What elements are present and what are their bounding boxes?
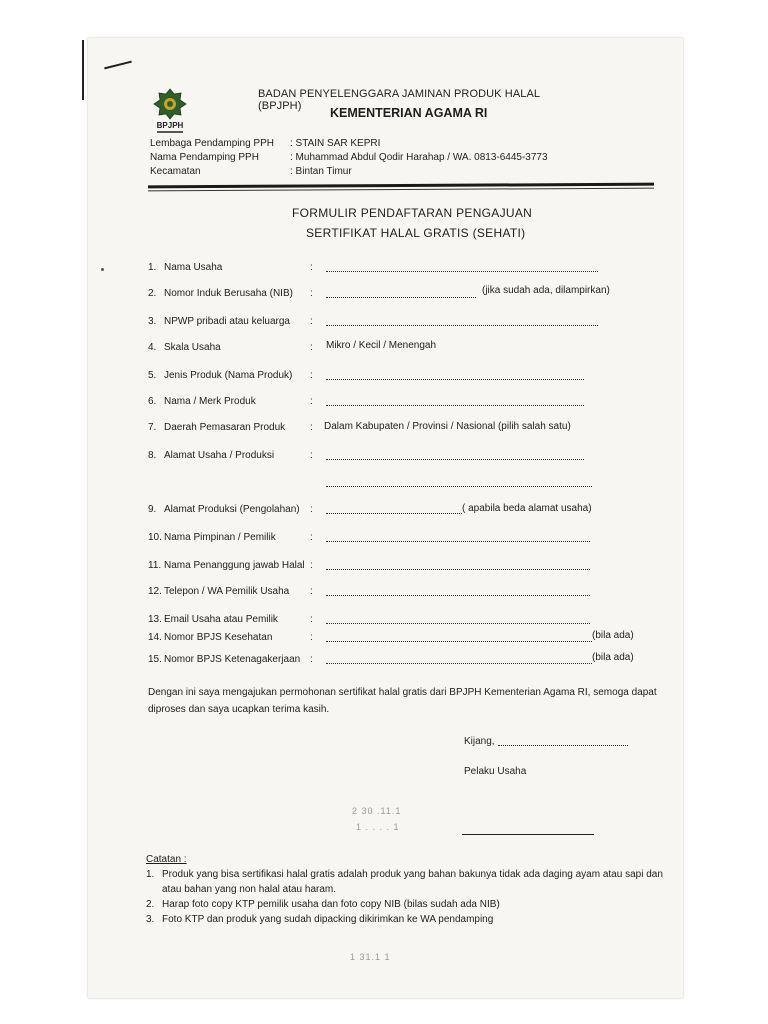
field-label: Jenis Produk (Nama Produk) — [164, 370, 293, 381]
field-telepon — [148, 586, 648, 602]
stray-dot — [101, 268, 104, 271]
note-number: 2. — [146, 899, 155, 910]
field-label: Nomor BPJS Ketenagakerjaan — [164, 654, 301, 665]
field-colon: : — [310, 422, 313, 433]
field-npwp — [148, 316, 648, 332]
note-item — [146, 867, 666, 897]
field-nib — [148, 285, 648, 304]
statement-paragraph: Dengan ini saya mengajukan permohonan sertifikat halal gratis dari BPJPH Kementerian Agama RI, semoga dapat diproses dan saya ucapkan terima kasih. — [148, 687, 657, 715]
field-number: 15. — [148, 654, 162, 665]
field-label: Nomor Induk Berusaha (NIB) — [164, 288, 293, 299]
signature-role: Pelaku Usaha — [464, 766, 527, 777]
field-colon: : — [310, 560, 313, 571]
logo-underline — [157, 131, 183, 133]
note-text: Foto KTP dan produk yang sudah dipacking dikirimkan ke WA pendamping — [162, 914, 494, 925]
field-colon: : — [310, 654, 313, 665]
fill-line[interactable] — [326, 623, 590, 624]
field-alamat-usaha — [148, 450, 648, 466]
fill-line[interactable] — [326, 297, 476, 298]
note-text: Harap foto copy KTP pemilik usaha dan foto copy NIB (bilas sudah ada NIB) — [162, 899, 500, 910]
info-value: : Muhammad Abdul Qodir Harahap / WA. 0813-6445-3773 — [290, 152, 548, 163]
field-options[interactable]: Mikro / Kecil / Menengah — [326, 340, 437, 351]
field-number: 14. — [148, 632, 162, 643]
ministry-name: KEMENTERIAN AGAMA RI — [330, 106, 488, 120]
field-jenis-produk — [148, 370, 648, 386]
faint-stamp-text: 2 30 .11.1 — [352, 806, 402, 816]
fill-line[interactable] — [326, 641, 592, 642]
logo-text: BPJPH — [156, 121, 184, 130]
bpjph-logo-icon — [150, 86, 190, 136]
note-number: 1. — [146, 869, 155, 880]
fill-line[interactable] — [326, 379, 584, 380]
fill-line[interactable] — [326, 663, 592, 664]
field-colon: : — [310, 614, 313, 625]
field-note: ( apabila beda alamat usaha) — [462, 503, 592, 514]
field-label: Nama Penanggung jawab Halal — [164, 560, 305, 571]
field-options[interactable]: Dalam Kabupaten / Provinsi / Nasional (pilih salah satu) — [324, 421, 571, 432]
field-colon: : — [310, 586, 313, 597]
fill-line[interactable] — [326, 513, 462, 514]
field-label: NPWP pribadi atau keluarga — [164, 316, 290, 327]
fill-line[interactable] — [326, 459, 584, 460]
field-email — [148, 614, 648, 630]
note-number: 3. — [146, 914, 155, 925]
field-number: 10. — [148, 532, 162, 543]
field-label: Nama Usaha — [164, 262, 223, 273]
field-label: Email Usaha atau Pemilik — [164, 614, 278, 625]
form-title-line2: SERTIFIKAT HALAL GRATIS (SEHATI) — [306, 226, 526, 240]
fill-line[interactable] — [326, 271, 598, 272]
info-label: Lembaga Pendamping PPH — [150, 138, 274, 149]
field-label: Alamat Produksi (Pengolahan) — [164, 504, 300, 515]
field-label: Daerah Pemasaran Produk — [164, 422, 286, 433]
field-penanggung-jawab — [148, 560, 648, 576]
field-colon: : — [310, 262, 313, 273]
note-item — [146, 897, 666, 912]
field-daerah-pemasaran — [148, 422, 648, 438]
fill-line[interactable] — [326, 569, 590, 570]
info-value: : Bintan Timur — [290, 166, 352, 177]
field-colon: : — [310, 632, 313, 643]
faint-stamp-text: 1 . . . . 1 — [356, 822, 400, 832]
field-number: 11. — [148, 560, 162, 571]
logo-center-dot — [167, 101, 173, 107]
field-number: 13. — [148, 614, 162, 625]
fill-line[interactable] — [326, 325, 598, 326]
field-nama-pimpinan — [148, 532, 648, 548]
field-number: 8. — [148, 450, 157, 461]
field-number: 7. — [148, 422, 157, 433]
field-colon: : — [310, 288, 313, 299]
field-colon: : — [310, 504, 313, 515]
field-label: Nama Pimpinan / Pemilik — [164, 532, 276, 543]
field-colon: : — [310, 370, 313, 381]
info-label: Nama Pendamping PPH — [150, 152, 259, 163]
field-label: Alamat Usaha / Produksi — [164, 450, 275, 461]
fill-line[interactable] — [326, 405, 584, 406]
field-note: (bila ada) — [592, 630, 634, 641]
agency-name: BADAN PENYELENGGARA JAMINAN PRODUK HALAL (BPJPH) — [258, 88, 540, 112]
fill-line[interactable] — [326, 541, 590, 542]
field-skala-usaha — [148, 342, 648, 358]
field-colon: : — [310, 532, 313, 543]
field-colon: : — [310, 342, 313, 353]
signature-line[interactable] — [462, 834, 594, 835]
field-label: Nama / Merk Produk — [164, 396, 256, 407]
field-number: 6. — [148, 396, 157, 407]
field-note: (jika sudah ada, dilampirkan) — [482, 285, 610, 296]
fill-line[interactable] — [326, 595, 590, 596]
faint-bleed-text: 1 31.1 1 — [350, 952, 391, 962]
note-item — [146, 912, 666, 927]
notes-heading: Catatan : — [146, 854, 187, 865]
field-colon: : — [310, 450, 313, 461]
field-label: Nomor BPJS Kesehatan — [164, 632, 273, 643]
field-nama-usaha — [148, 262, 648, 278]
field-number: 5. — [148, 370, 157, 381]
field-number: 9. — [148, 504, 157, 515]
field-number: 1. — [148, 262, 157, 273]
field-number: 2. — [148, 288, 157, 299]
fill-line-continued[interactable] — [326, 486, 592, 487]
date-fill-line[interactable] — [498, 745, 628, 746]
field-colon: : — [310, 396, 313, 407]
field-note: (bila ada) — [592, 652, 634, 663]
notes-section — [146, 852, 666, 927]
note-text: Produk yang bisa sertifikasi halal gratis adalah produk yang bahan bakunya tidak ada daging ayam atau sapi dan atau bahan yang non halal atau haram. — [162, 869, 663, 895]
field-bpjs-ketenagakerjaan — [148, 654, 648, 670]
field-colon: : — [310, 316, 313, 327]
info-label: Kecamatan — [150, 166, 201, 177]
field-number: 4. — [148, 342, 157, 353]
field-merk-produk — [148, 396, 648, 412]
field-alamat-produksi — [148, 504, 648, 520]
signature-city: Kijang, — [464, 736, 495, 747]
field-number: 3. — [148, 316, 157, 327]
scan-edge-mark — [82, 40, 84, 100]
field-bpjs-kesehatan — [148, 632, 648, 648]
info-value: : STAIN SAR KEPRI — [290, 138, 381, 149]
field-number: 12. — [148, 586, 162, 597]
field-label: Skala Usaha — [164, 342, 221, 353]
field-label: Telepon / WA Pemilik Usaha — [164, 586, 290, 597]
form-title-line1: FORMULIR PENDAFTARAN PENGAJUAN — [292, 206, 533, 220]
